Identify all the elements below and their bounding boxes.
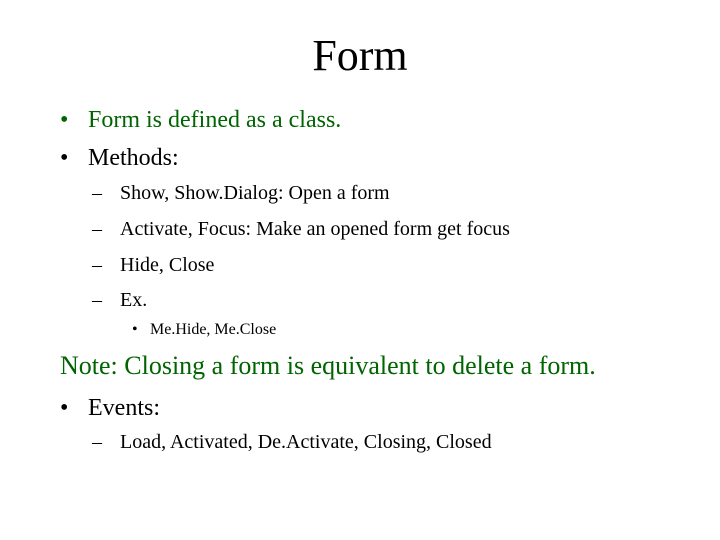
subitem-activate-text: Activate, Focus: Make an opened form get focus: [120, 218, 510, 240]
subitem-events-list: [92, 429, 712, 455]
bullet-events: [60, 393, 700, 423]
bullet-icon: •: [60, 395, 69, 421]
dash-icon: –: [92, 431, 102, 453]
subitem-activate: [92, 216, 712, 242]
bullet-class-definition: [60, 105, 700, 135]
subitem-show-text: Show, Show.Dialog: Open a form: [120, 182, 390, 204]
bullet-events-text: Events:: [88, 395, 160, 421]
subitem-hide-text: Hide, Close: [120, 254, 215, 276]
bullet-icon: •: [60, 145, 69, 171]
subsubitem-me-hide: [132, 320, 692, 340]
bullet-methods: [60, 143, 700, 173]
subitem-events-list-text: Load, Activated, De.Activate, Closing, Closed: [120, 431, 492, 453]
slide-title: Form: [312, 31, 408, 80]
bullet-icon: •: [132, 321, 138, 338]
dash-icon: –: [92, 254, 102, 276]
bullet-class-definition-text: Form is defined as a class.: [88, 107, 342, 133]
bullet-methods-text: Methods:: [88, 145, 179, 171]
bullet-icon: •: [60, 107, 69, 133]
dash-icon: –: [92, 218, 102, 240]
dash-icon: –: [92, 289, 102, 311]
subitem-show: [92, 180, 712, 206]
subsubitem-me-hide-text: Me.Hide, Me.Close: [150, 321, 277, 338]
subitem-hide: [92, 252, 712, 278]
subitem-ex: [92, 287, 712, 313]
note-closing-form: Note: Closing a form is equivalent to delete a form.: [60, 351, 596, 380]
dash-icon: –: [92, 182, 102, 204]
subitem-ex-text: Ex.: [120, 289, 148, 311]
